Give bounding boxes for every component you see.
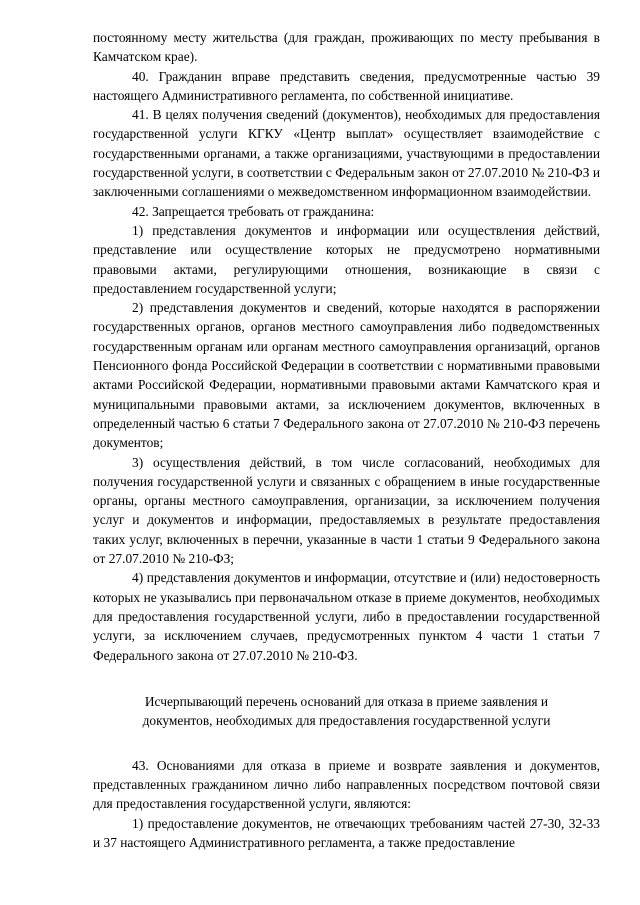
- paragraph-41: 41. В целях получения сведений (документов), необходимых для предоставления государственной услуги КГКУ «Центр выплат» осуществляет взаимодействие с государственными органами, а также организациями, участвующими в предоставлении государственной услуги, в соответствии с Федеральным закон от 27.07.2010 № 210-ФЗ и заключенными соглашениями о межведомственном информационном взаимодействии.: [93, 107, 600, 200]
- section-heading: [93, 692, 600, 730]
- paragraph-40: 40. Гражданин вправе представить сведения, предусмотренные частью 39 настоящего Административного регламента, по собственной инициативе.: [93, 68, 600, 103]
- paragraph-42-item-2: 2) представления документов и сведений, которые находятся в распоряжении государственных органов, органов местного самоуправления либо подведомственных государственным органам или органам местного самоуправления организаций, органов Пенсионного фонда Российской Федерации в соответствии с нормативными правовыми актами Российской Федерации, нормативными правовыми актами Камчатского края и муниципальными правовыми актами, за исключением документов, включенных в определенный частью 6 статьи 7 Федерального закона от 27.07.2010 № 210-ФЗ перечень документов;: [93, 300, 600, 451]
- paragraph-43-item-1: 1) предоставление документов, не отвечающих требованиям частей 27-30, 32-33 и 37 настоящего Административного регламента, а также предоставление: [93, 815, 600, 850]
- paragraph-42-item-4: 4) представления документов и информации, отсутствие и (или) недостоверность которых не указывались при первоначальном отказе в приеме документов, необходимых для предоставления государственной услуги, либо в предоставлении государственной услуги, за исключением случаев, предусмотренных пунктом 4 части 1 статьи 7 Федерального закона от 27.07.2010 № 210-ФЗ.: [93, 570, 600, 663]
- paragraph-42: 42. Запрещается требовать от гражданина:: [132, 203, 375, 219]
- section-heading-line-2: документов, необходимых для предоставления государственной услуги: [142, 712, 551, 728]
- section-heading-line-1: Исчерпывающий перечень оснований для отказа в приеме заявления и: [144, 693, 549, 709]
- paragraph-continuation: постоянному месту жительства (для граждан, проживающих по месту пребывания в Камчатском крае).: [93, 30, 600, 65]
- paragraph-43: 43. Основаниями для отказа в приеме и возврате заявления и документов, представленных гражданином лично либо направленных посредством почтовой связи для предоставления государственной услуги, являются:: [93, 757, 600, 812]
- paragraph-42-item-3: 3) осуществления действий, в том числе согласований, необходимых для получения государственной услуги и связанных с обращением в иные государственные органы, органы местного самоуправления, организации, за исключением получения услуг и документов и информации, предоставляемых в результате предоставления таких услуг, включенных в перечни, указанные в части 1 статьи 9 Федерального закона от 27.07.2010 № 210-ФЗ;: [93, 454, 600, 567]
- paragraph-42-item-1: 1) представления документов и информации или осуществления действий, представление или осуществление которых не предусмотрено нормативными правовыми актами, регулирующими отношения, возникающие в связи с предоставлением государственной услуги;: [93, 222, 600, 296]
